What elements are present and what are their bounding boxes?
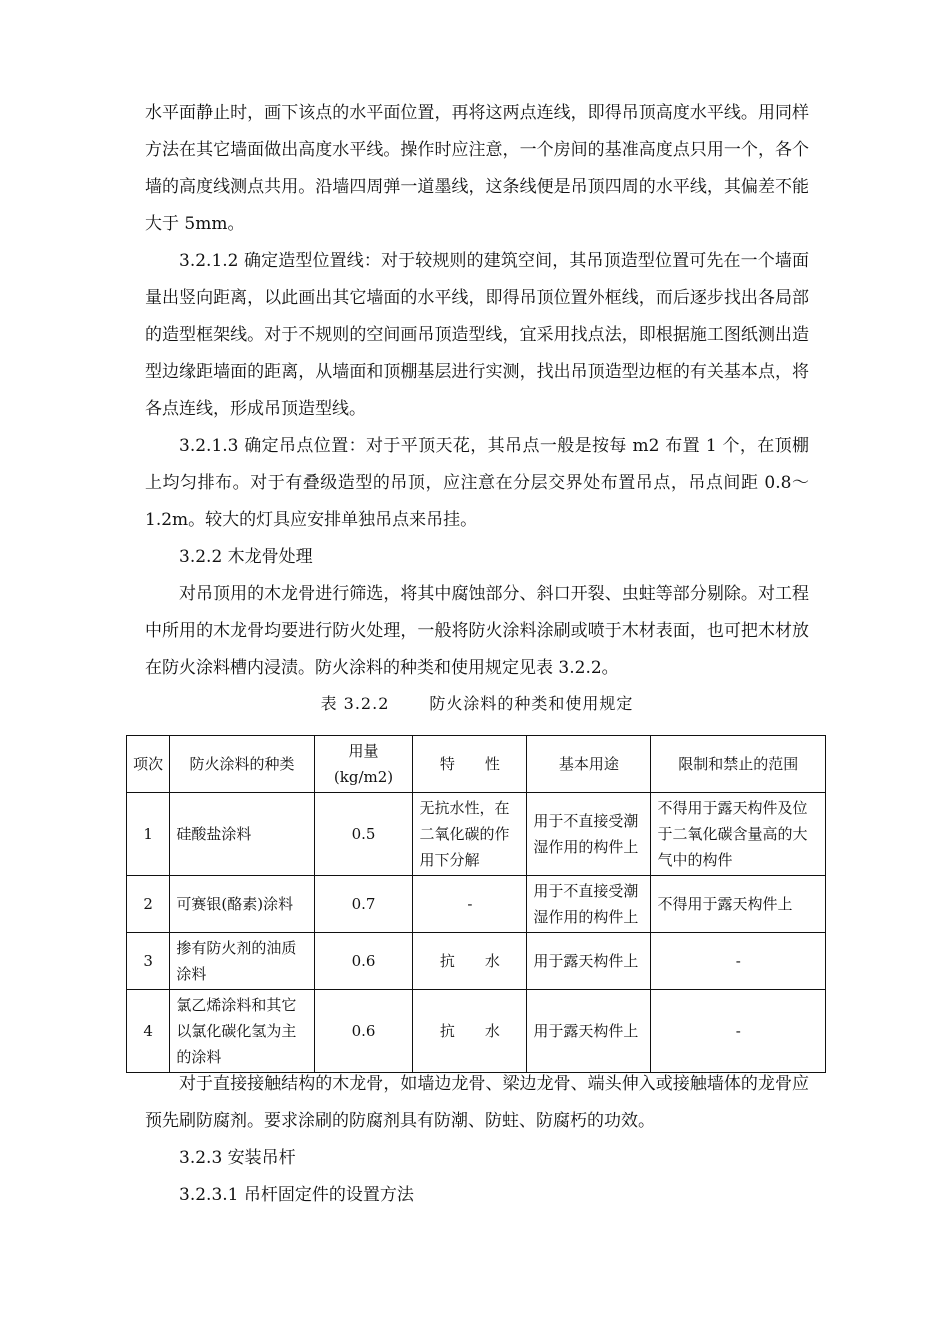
cell-type: 硅酸盐涂料 [170,793,314,876]
cell-num: 2 [127,876,170,933]
fire-retardant-coating-table [126,735,826,1073]
cell-property: - [413,876,527,933]
cell-num: 4 [127,990,170,1073]
heading-3-2-2: 3.2.2 木龙骨处理 [179,547,313,567]
header-type: 防火涂料的种类 [170,736,314,793]
cell-type: 氯乙烯涂料和其它以氯化碳化氢为主的涂料 [170,990,314,1073]
heading-3-2-3-1: 3.2.3.1 吊杆固定件的设置方法 [179,1185,414,1205]
cell-num: 1 [127,793,170,876]
header-limit: 限制和禁止的范围 [651,736,826,793]
paragraph-3-2-1-2: 3.2.1.2 确定造型位置线：对于较规则的建筑空间，其吊顶造型位置可先在一个墙面量出竖向距离，以此画出其它墙面的水平线，即得吊顶位置外框线，而后逐步找出各局部的造型框架线。对于不规则的空间画吊顶造型线，宜采用找点法，即根据施工图纸测出造型边缘距墙面的距离，从墙面和顶棚基层进行实测，找出吊顶造型边框的有关基本点，将各点连线，形成吊顶造型线。 [145,251,809,419]
cell-amount: 0.5 [314,793,413,876]
paragraph-horizontal-line: 水平面静止时，画下该点的水平面位置，再将这两点连线，即得吊顶高度水平线。用同样方法在其它墙面做出高度水平线。操作时应注意，一个房间的基准高度点只用一个，各个墙的高度线测点共用。沿墙四周弹一道墨线，这条线便是吊顶四周的水平线，其偏差不能大于 5mm。 [145,103,809,234]
cell-limit: 不得用于露天构件及位于二氧化碳含量高的大气中的构件 [651,793,826,876]
table-row [127,793,826,876]
paragraph-3-2-1-3: 3.2.1.3 确定吊点位置：对于平顶天花，其吊点一般是按每 m2 布置 1 个，在顶棚上均匀排布。对于有叠级造型的吊顶，应注意在分层交界处布置吊点，吊点间距 0.8～1.2m。较大的灯具应安排单独吊点来吊挂。 [145,436,809,530]
document-body-top [145,95,809,721]
table-header-row [127,736,826,793]
cell-amount: 0.7 [314,876,413,933]
cell-property: 抗 水 [413,933,527,990]
table-caption [145,687,809,721]
cell-type: 可赛银(酪素)涂料 [170,876,314,933]
cell-num: 3 [127,933,170,990]
cell-type: 掺有防火剂的油质涂料 [170,933,314,990]
cell-limit: - [651,990,826,1073]
header-amount: 用量(kg/m2) [314,736,413,793]
paragraph-anticorrosion: 对于直接接触结构的木龙骨，如墙边龙骨、梁边龙骨、端头伸入或接触墙体的龙骨应预先刷防腐剂。要求涂刷的防腐剂具有防潮、防蛀、防腐朽的功效。 [145,1074,809,1131]
cell-amount: 0.6 [314,933,413,990]
cell-limit: 不得用于露天构件上 [651,876,826,933]
cell-property: 抗 水 [413,990,527,1073]
cell-use: 用于不直接受潮湿作用的构件上 [527,793,651,876]
cell-use: 用于露天构件上 [527,990,651,1073]
cell-use: 用于露天构件上 [527,933,651,990]
header-use: 基本用途 [527,736,651,793]
header-property: 特 性 [413,736,527,793]
cell-limit: - [651,933,826,990]
table-row [127,933,826,990]
heading-3-2-3: 3.2.3 安装吊杆 [179,1148,296,1168]
paragraph-3-2-2: 对吊顶用的木龙骨进行筛选，将其中腐蚀部分、斜口开裂、虫蛀等部分剔除。对工程中所用的木龙骨均要进行防火处理，一般将防火涂料涂刷或喷于木材表面，也可把木材放在防火涂料槽内浸渍。防火涂料的种类和使用规定见表 3.2.2。 [145,584,809,678]
cell-amount: 0.6 [314,990,413,1073]
table-row [127,876,826,933]
document-body-bottom [145,1066,809,1214]
table-caption-number: 表 3.2.2 [320,694,390,713]
table-caption-title: 防火涂料的种类和使用规定 [429,694,634,713]
table-row [127,990,826,1073]
cell-use: 用于不直接受潮湿作用的构件上 [527,876,651,933]
header-num: 项次 [127,736,170,793]
cell-property: 无抗水性，在二氧化碳的作用下分解 [413,793,527,876]
